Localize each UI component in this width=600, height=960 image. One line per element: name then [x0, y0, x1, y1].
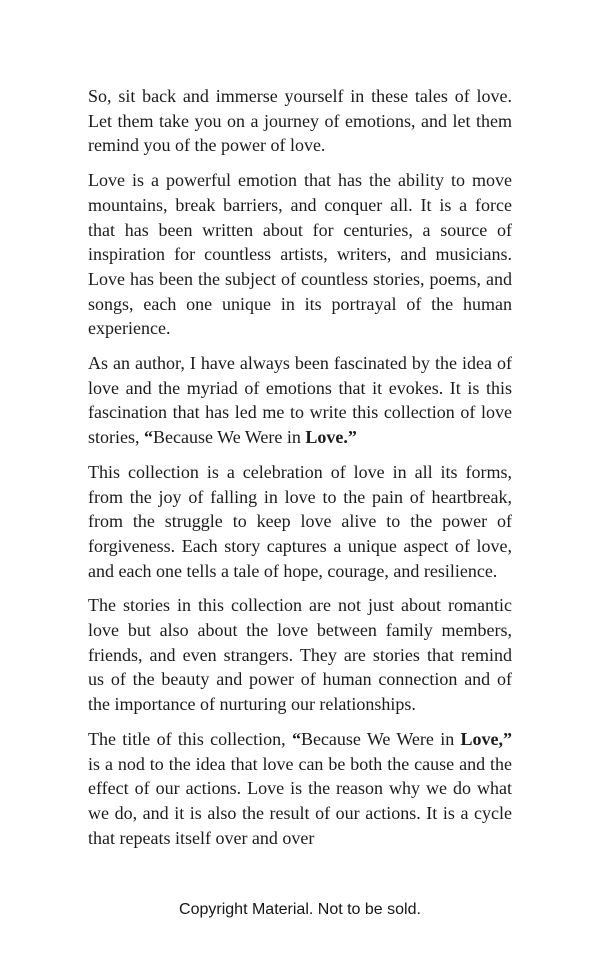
paragraph: [88, 727, 512, 851]
paragraph: [88, 168, 512, 341]
text-run: The stories in this collection are not just about romantic love but also about the love between family members, friends, and even strangers. They are stories that remind us of the beauty and power of human connection and of the importance of nurturing our relationships.: [88, 595, 512, 715]
paragraph: [88, 351, 512, 450]
text-run: As an author, I have always been fascinated by the idea of love and the myriad of emotions that it evokes. It is this fascination that has led me to write this collection of love stories,: [88, 353, 512, 448]
paragraph: [88, 593, 512, 717]
copyright-notice: Copyright Material. Not to be sold.: [179, 901, 421, 918]
text-run: The title of this collection,: [88, 728, 292, 749]
paragraph: [88, 84, 512, 158]
text-run: Because We Were in: [153, 427, 306, 448]
text-run: Love is a powerful emotion that has the ability to move mountains, break barriers, and conquer all. It is a force that has been written about for centuries, a source of inspiration for countless artists, writers, and musicians. Love has been the subject of countless stories, poems, and songs, each one unique in its portrayal of the human experience.: [88, 170, 512, 339]
bold-text-run: Love,”: [460, 728, 512, 749]
text-run: This collection is a celebration of love in all its forms, from the joy of falling in love to the pain of heartbreak, from the struggle to keep love alive to the power of forgiveness. Each story captures a unique aspect of love, and each one tells a tale of hope, courage, and resilience.: [88, 461, 512, 581]
text-run: is a nod to the idea that love can be both the cause and the effect of our actions. Love is the reason why we do what we do, and it is also the result of our actions. It is a cycle that repeats itself over and over: [88, 753, 512, 848]
bold-text-run: Love.”: [305, 427, 357, 448]
text-run: So, sit back and immerse yourself in these tales of love. Let them take you on a journey of emotions, and let them remind you of the power of love.: [88, 86, 512, 156]
bold-text-run: “: [144, 427, 153, 448]
bold-text-run: “: [291, 728, 301, 749]
paragraph: [88, 460, 512, 584]
text-run: Because We Were in: [300, 728, 461, 749]
text-block: [88, 84, 512, 860]
